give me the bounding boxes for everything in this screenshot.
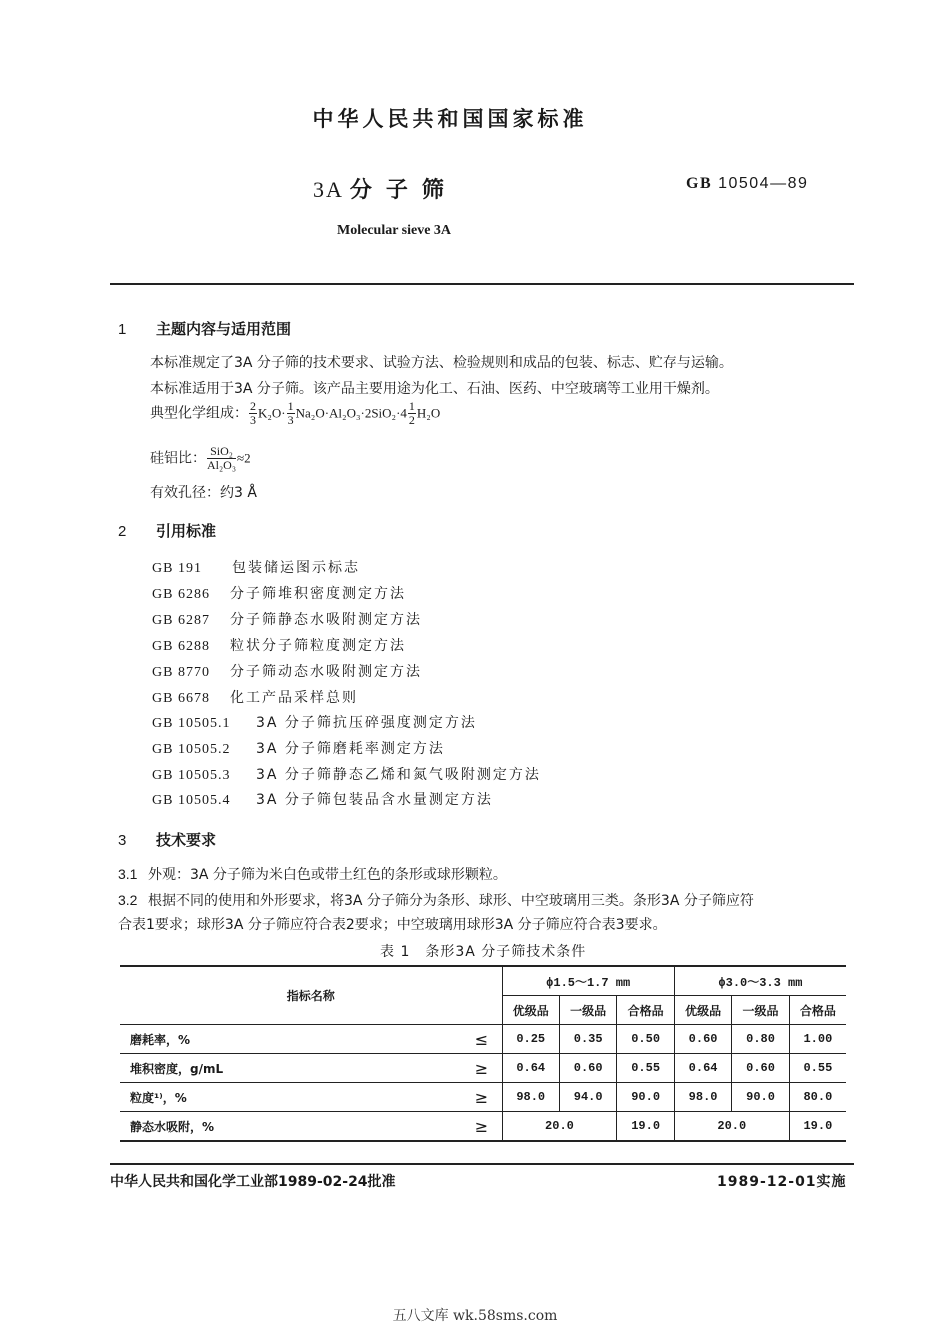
clause-3-2-continued: 合表1要求；球形3A 分子筛应符合表2要求；中空玻璃用球形3A 分子筛应符合表3要求。 [118, 917, 667, 933]
column-group-2: ϕ3.0～3.3 mm [674, 966, 846, 996]
section-2-heading [118, 520, 216, 541]
table-row [120, 1112, 846, 1142]
fraction [249, 400, 257, 427]
grade-header: 合格品 [617, 996, 674, 1025]
cell-value: 80.0 [789, 1083, 846, 1112]
cell-value: 0.80 [732, 1025, 789, 1054]
reference-title: 分子筛静态水吸附测定方法 [230, 612, 422, 628]
reference-title: 分子筛动态水吸附测定方法 [230, 664, 422, 680]
reference-code: GB 10505.4 [152, 793, 231, 808]
section-number: 2 [118, 523, 127, 540]
cell-value: 90.0 [732, 1083, 789, 1112]
cell-value: 90.0 [617, 1083, 674, 1112]
row-label: 堆积密度，g/mL [120, 1054, 462, 1083]
reference-title: 3A 分子筛磨耗率测定方法 [256, 741, 445, 757]
cell-value-merged: 20.0 [674, 1112, 789, 1142]
formula-part: Na₂O·Al₂O₃·2SiO₂·4 [295, 405, 407, 421]
section-3-heading [118, 829, 216, 850]
section-1-heading [118, 318, 291, 339]
reference-code: GB 6288 [152, 639, 210, 654]
row-label: 粒度¹⁾，% [120, 1083, 462, 1112]
section-title: 引用标准 [156, 522, 217, 540]
section-number: 3 [118, 832, 127, 849]
reference-item [152, 583, 406, 603]
english-title: Molecular sieve 3A [337, 223, 452, 238]
reference-item [152, 789, 493, 809]
reference-code: GB 10505.1 [152, 716, 231, 731]
section-title: 技术要求 [156, 831, 217, 849]
cell-value: 0.60 [732, 1054, 789, 1083]
header-divider [110, 283, 854, 285]
clause-text: 根据不同的使用和外形要求，将3A 分子筛分为条形、球形、中空玻璃用三类。条形3A 分子筛应符 [148, 893, 754, 909]
clause-number: 3.2 [118, 892, 138, 908]
table-row [120, 1083, 846, 1112]
cell-value: 94.0 [559, 1083, 616, 1112]
reference-title: 化工产品采样总则 [230, 690, 358, 706]
comparison-operator: ≥ [462, 1112, 503, 1142]
watermark: 五八文库 wk.58sms.com [392, 1308, 558, 1324]
denominator: 2 [408, 413, 415, 427]
approval-line: 中华人民共和国化学工业部1989-02-24批准 [110, 1174, 396, 1190]
ratio-label: 硅铝比： [150, 450, 206, 467]
reference-title: 包装储运图示标志 [232, 560, 360, 576]
reference-item [152, 738, 445, 758]
row-label: 磨耗率，% [120, 1025, 462, 1054]
cell-value: 1.00 [789, 1025, 846, 1054]
grade-header: 优级品 [502, 996, 559, 1025]
comparison-operator: ≥ [462, 1083, 503, 1112]
denominator: 3 [287, 413, 294, 427]
cell-value: 19.0 [617, 1112, 674, 1142]
standard-number [686, 175, 808, 193]
reference-code: GB 191 [152, 561, 202, 576]
reference-item [152, 764, 541, 784]
cell-value: 0.55 [789, 1054, 846, 1083]
cell-value: 19.0 [789, 1112, 846, 1142]
cell-value-merged: 20.0 [502, 1112, 617, 1142]
section-title: 主题内容与适用范围 [156, 320, 292, 338]
fraction [207, 445, 236, 472]
reference-code: GB 6287 [152, 613, 210, 628]
row-label: 静态水吸附，% [120, 1112, 462, 1142]
ratio-value: ≈2 [237, 450, 251, 466]
comparison-operator: ≥ [462, 1054, 503, 1083]
reference-item [152, 609, 422, 629]
clause-3-2 [118, 890, 754, 910]
title-text: 分子筛 [349, 178, 458, 203]
cell-value: 0.60 [559, 1054, 616, 1083]
cell-value: 0.35 [559, 1025, 616, 1054]
cell-value: 98.0 [502, 1083, 559, 1112]
footer-divider [110, 1163, 854, 1165]
formula-part: K₂O· [258, 405, 286, 421]
numerator: 2 [250, 399, 256, 413]
numerator: SiO₂ [207, 445, 236, 459]
standard-prefix: GB [686, 175, 713, 192]
reference-code: GB 10505.2 [152, 742, 231, 757]
effective-date: 1989-12-01实施 [717, 1174, 847, 1190]
formula-part: H₂O [416, 405, 441, 421]
table-row [120, 1025, 846, 1054]
fraction [287, 400, 295, 427]
fraction [408, 400, 416, 427]
reference-code: GB 10505.3 [152, 768, 231, 783]
pore-size: 有效孔径：约3 Å [150, 485, 257, 501]
grade-header: 优级品 [674, 996, 731, 1025]
cell-value: 0.50 [617, 1025, 674, 1054]
denominator: Al₂O₃ [207, 458, 237, 472]
table-caption: 表 1 条形3A 分子筛技术条件 [380, 944, 587, 960]
cell-value: 0.25 [502, 1025, 559, 1054]
reference-title: 3A 分子筛包装品含水量测定方法 [256, 792, 493, 808]
cell-value: 0.64 [674, 1054, 731, 1083]
reference-item [152, 635, 406, 655]
section-1-para-2: 本标准适用于3A 分子筛。该产品主要用途为化工、石油、医药、中空玻璃等工业用干燥剂。 [150, 381, 719, 397]
column-group-1: ϕ1.5～1.7 mm [502, 966, 674, 996]
grade-header: 一级品 [559, 996, 616, 1025]
cell-value: 0.60 [674, 1025, 731, 1054]
reference-code: GB 8770 [152, 665, 210, 680]
grade-header: 合格品 [789, 996, 846, 1025]
table-row [120, 1054, 846, 1083]
cell-value: 0.55 [617, 1054, 674, 1083]
document-title [313, 173, 458, 204]
clause-text: 外观：3A 分子筛为米白色或带土红色的条形或球形颗粒。 [148, 867, 507, 883]
reference-code: GB 6678 [152, 691, 210, 706]
table-header-row [120, 966, 846, 996]
reference-title: 粒状分子筛粒度测定方法 [230, 638, 406, 654]
issuing-organization: 中华人民共和国国家标准 [312, 107, 588, 131]
clause-number: 3.1 [118, 866, 138, 882]
reference-title: 分子筛堆积密度测定方法 [230, 586, 406, 602]
reference-item [152, 712, 477, 732]
column-header-name: 指标名称 [120, 966, 502, 1025]
reference-title: 3A 分子筛抗压碎强度测定方法 [256, 715, 477, 731]
numerator: 1 [408, 399, 415, 413]
reference-item [152, 687, 358, 707]
grade-header: 一级品 [732, 996, 789, 1025]
cell-value: 0.64 [502, 1054, 559, 1083]
silica-alumina-ratio [150, 445, 251, 472]
reference-item [152, 557, 360, 577]
title-prefix: 3A [313, 177, 344, 202]
comparison-operator: ≤ [462, 1025, 503, 1054]
numerator: 1 [287, 399, 294, 413]
chemical-composition [150, 400, 440, 427]
section-1-para-1: 本标准规定了3A 分子筛的技术要求、试验方法、检验规则和成品的包装、标志、贮存与运输。 [150, 355, 733, 371]
section-number: 1 [118, 321, 127, 338]
composition-label: 典型化学组成： [150, 405, 248, 422]
reference-title: 3A 分子筛静态乙烯和氮气吸附测定方法 [256, 767, 541, 783]
clause-3-1 [118, 864, 507, 884]
denominator: 3 [250, 413, 256, 427]
spec-table [120, 965, 846, 1142]
cell-value: 98.0 [674, 1083, 731, 1112]
reference-code: GB 6286 [152, 587, 210, 602]
reference-item [152, 661, 422, 681]
standard-code: 10504—89 [718, 175, 809, 192]
